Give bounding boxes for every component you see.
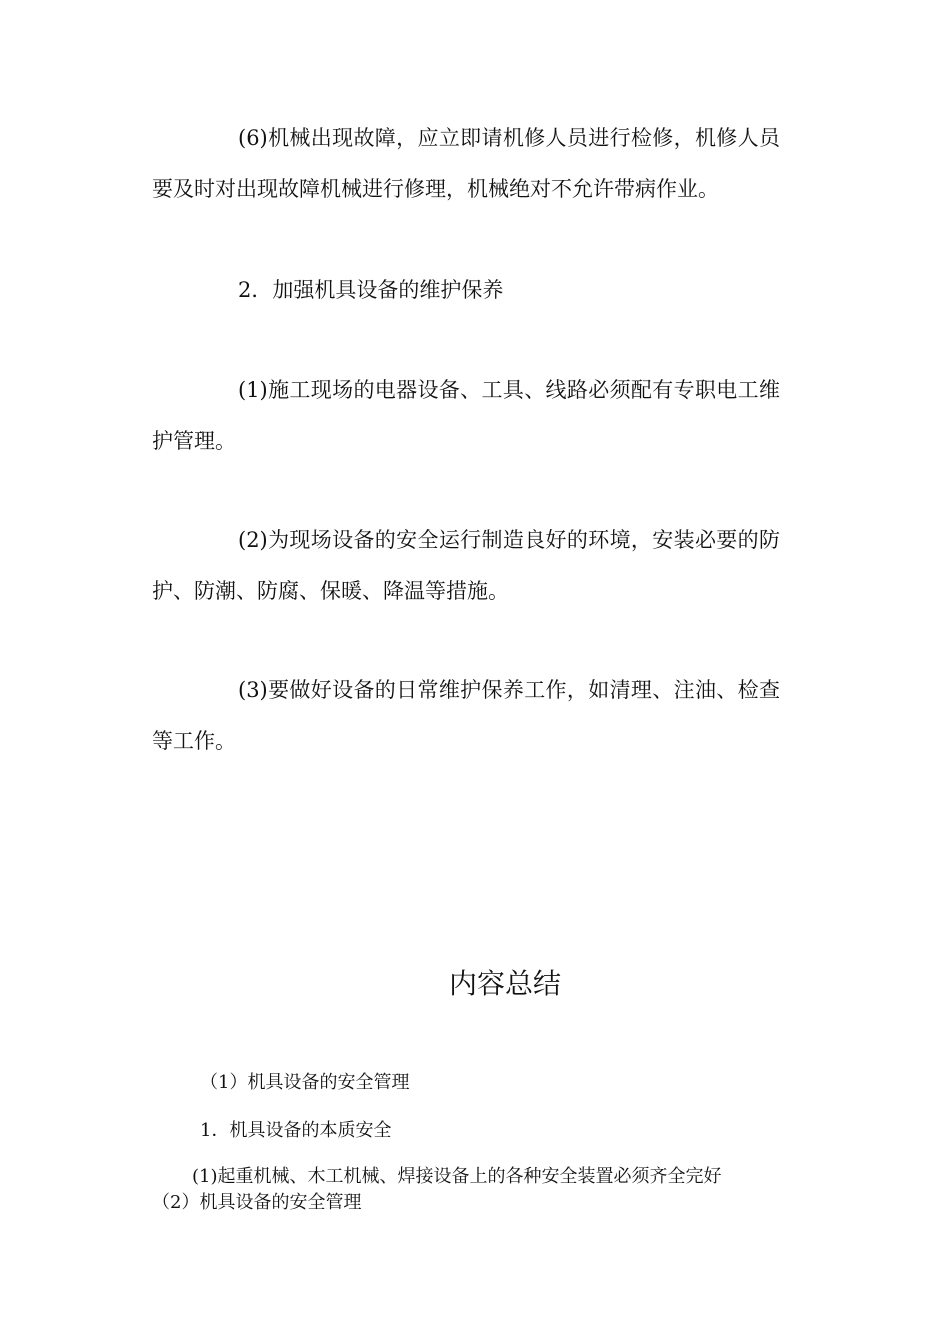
section-heading: 2．加强机具设备的维护保养 bbox=[238, 278, 504, 302]
summary-line: (1)起重机械、木工机械、焊接设备上的各种安全装置必须齐全完好 bbox=[192, 1166, 722, 1187]
summary-line: （2）机具设备的安全管理 bbox=[152, 1192, 362, 1213]
summary-line: （1）机具设备的安全管理 bbox=[200, 1072, 410, 1093]
body-paragraph: (6)机械出现故障，应立即请机修人员进行检修，机修人员要及时对出现故障机械进行修理，机械绝对不允许带病作业。 bbox=[152, 126, 780, 201]
summary-line: 1．机具设备的本质安全 bbox=[200, 1120, 392, 1141]
body-paragraph: (1)施工现场的电器设备、工具、线路必须配有专职电工维护管理。 bbox=[152, 378, 780, 453]
body-paragraph: (2)为现场设备的安全运行制造良好的环境，安装必要的防护、防潮、防腐、保暖、降温等措施。 bbox=[152, 528, 780, 603]
body-paragraph: (3)要做好设备的日常维护保养工作，如清理、注油、检查等工作。 bbox=[152, 678, 780, 753]
summary-title: 内容总结 bbox=[448, 967, 561, 1000]
